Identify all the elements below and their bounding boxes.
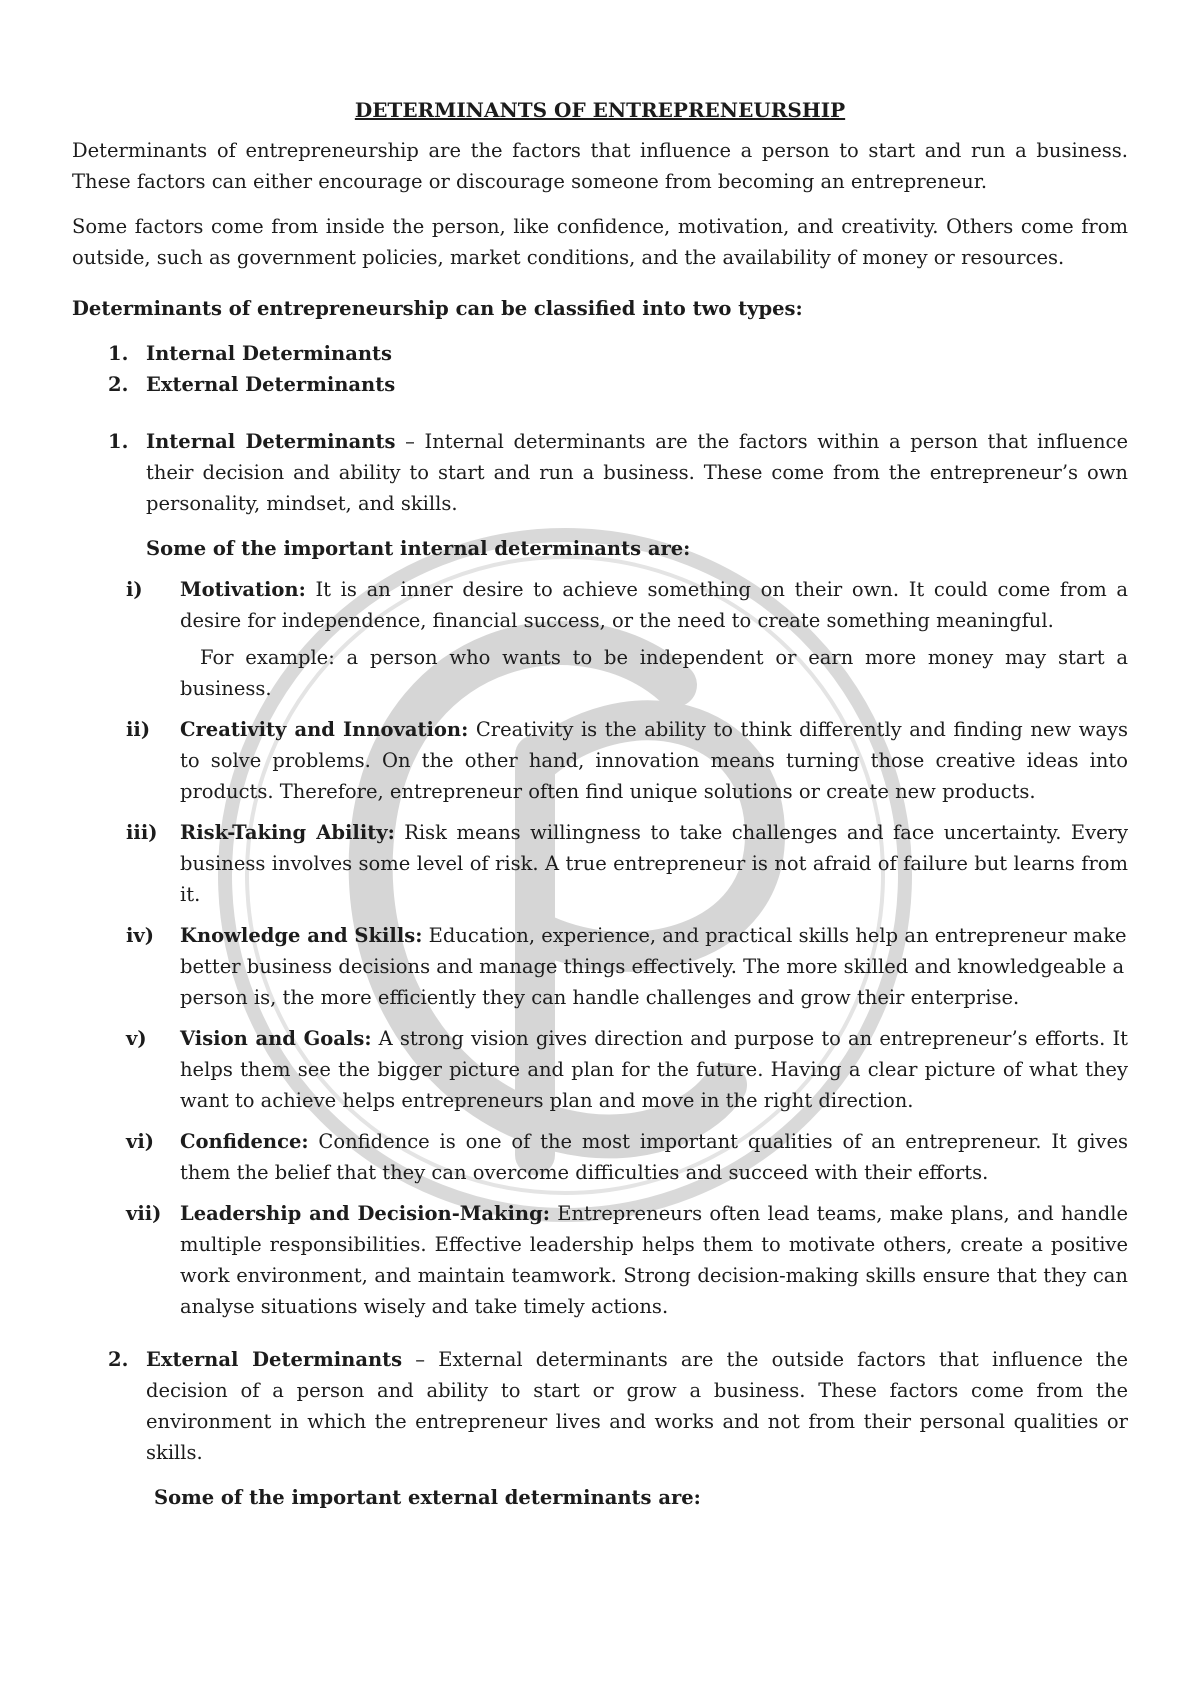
item-numeral: v)	[126, 1027, 147, 1050]
section-heading: Internal Determinants	[146, 430, 396, 453]
item-text: A strong vision gives direction and purpose to an entrepreneur’s efforts. It helps them see the bigger picture and plan for the future. Having a clear picture of what they want to achieve helps entrepreneurs plan and move in the right direction.	[180, 1027, 1128, 1112]
determinant-item	[72, 920, 1128, 1013]
section-text: – External determinants are the outside factors that influence the decision of a person and ability to start or grow a business. These factors come from the environment in which the entrepreneur lives and works and not from their personal qualities or skills.	[146, 1348, 1128, 1464]
item-term: Creativity and Innovation:	[180, 718, 469, 741]
item-text: It is an inner desire to achieve something on their own. It could come from a desire for independence, financial success, or the need to create something meaningful.	[180, 578, 1128, 632]
item-numeral: iii)	[126, 821, 158, 844]
external-determinants-section	[72, 1344, 1128, 1513]
list-number: 1.	[108, 342, 129, 365]
section-number: 2.	[108, 1348, 129, 1371]
item-body	[180, 714, 1128, 807]
section-heading: External Determinants	[146, 1348, 403, 1371]
intro-paragraph-1: Determinants of entrepreneurship are the factors that influence a person to start and run a business. These factors can either encourage or discourage someone from becoming an entrepreneur.	[72, 139, 1128, 193]
section-body	[126, 426, 1128, 1332]
determinant-item	[72, 817, 1128, 910]
page-title: DETERMINANTS OF ENTREPRENEURSHIP	[354, 98, 846, 122]
internal-subheading: Some of the important internal determinants are:	[146, 537, 691, 560]
item-term: Risk-Taking Ability:	[180, 821, 395, 844]
determinant-item	[72, 1198, 1128, 1322]
item-text: Entrepreneurs often lead teams, make plans, and handle multiple responsibilities. Effective leadership helps them to motivate others, create a positive work environment, and maintain teamwork. Strong decision-making skills ensure that they can analyse situations wisely and take timely actions.	[180, 1202, 1128, 1318]
item-example: For example: a person who wants to be independent or earn more money may start a business.	[180, 646, 1128, 700]
determinant-item	[72, 714, 1128, 807]
item-term: Confidence:	[180, 1130, 309, 1153]
determinant-item	[72, 574, 1128, 704]
item-body	[180, 1126, 1128, 1188]
item-numeral: ii)	[126, 718, 151, 741]
item-numeral: iv)	[126, 924, 154, 947]
list-item	[72, 338, 1128, 369]
section-text: – Internal determinants are the factors within a person that influence their decision and ability to start and run a business. These come from the entrepreneur’s own personality, mindset, and skills.	[146, 430, 1128, 515]
item-numeral: vi)	[126, 1130, 154, 1153]
item-term: Leadership and Decision-Making:	[180, 1202, 550, 1225]
item-body	[180, 817, 1128, 910]
item-term: Vision and Goals:	[180, 1027, 372, 1050]
intro-paragraph-2: Some factors come from inside the person, like confidence, motivation, and creativity. Others come from outside, such as government policies, market conditions, and the availability of money or resources.	[72, 215, 1128, 269]
section-body	[146, 1344, 1128, 1513]
item-numeral: vii)	[126, 1202, 162, 1225]
item-body	[180, 920, 1128, 1013]
determinant-item	[72, 1126, 1128, 1188]
list-item	[72, 369, 1128, 400]
external-subheading: Some of the important external determinants are:	[154, 1486, 701, 1509]
document-page	[72, 95, 1128, 1525]
classification-heading: Determinants of entrepreneurship can be classified into two types:	[72, 297, 803, 320]
item-numeral: i)	[126, 578, 143, 601]
item-text: Risk means willingness to take challenges and face uncertainty. Every business involves some level of risk. A true entrepreneur is not afraid of failure but learns from it.	[180, 821, 1128, 906]
item-text: Education, experience, and practical skills help an entrepreneur make better business decisions and manage things effectively. The more skilled and knowledgeable a person is, the more efficiently they can handle challenges and grow their enterprise.	[180, 924, 1127, 1009]
list-label: External Determinants	[146, 373, 396, 396]
item-text: Confidence is one of the most important qualities of an entrepreneur. It gives them the belief that they can overcome difficulties and succeed with their efforts.	[180, 1130, 1128, 1184]
list-number: 2.	[108, 373, 129, 396]
item-body	[180, 1198, 1128, 1322]
internal-determinants-section	[72, 426, 1128, 1332]
determinant-item	[72, 1023, 1128, 1116]
item-body	[180, 1023, 1128, 1116]
types-list	[72, 338, 1128, 400]
item-term: Motivation:	[180, 578, 306, 601]
list-label: Internal Determinants	[146, 342, 393, 365]
item-body	[180, 574, 1128, 704]
item-text: Creativity is the ability to think differently and finding new ways to solve problems. On the other hand, innovation means turning those creative ideas into products. Therefore, entrepreneur often find unique solutions or create new products.	[180, 718, 1128, 803]
section-number: 1.	[108, 430, 129, 453]
item-term: Knowledge and Skills:	[180, 924, 423, 947]
